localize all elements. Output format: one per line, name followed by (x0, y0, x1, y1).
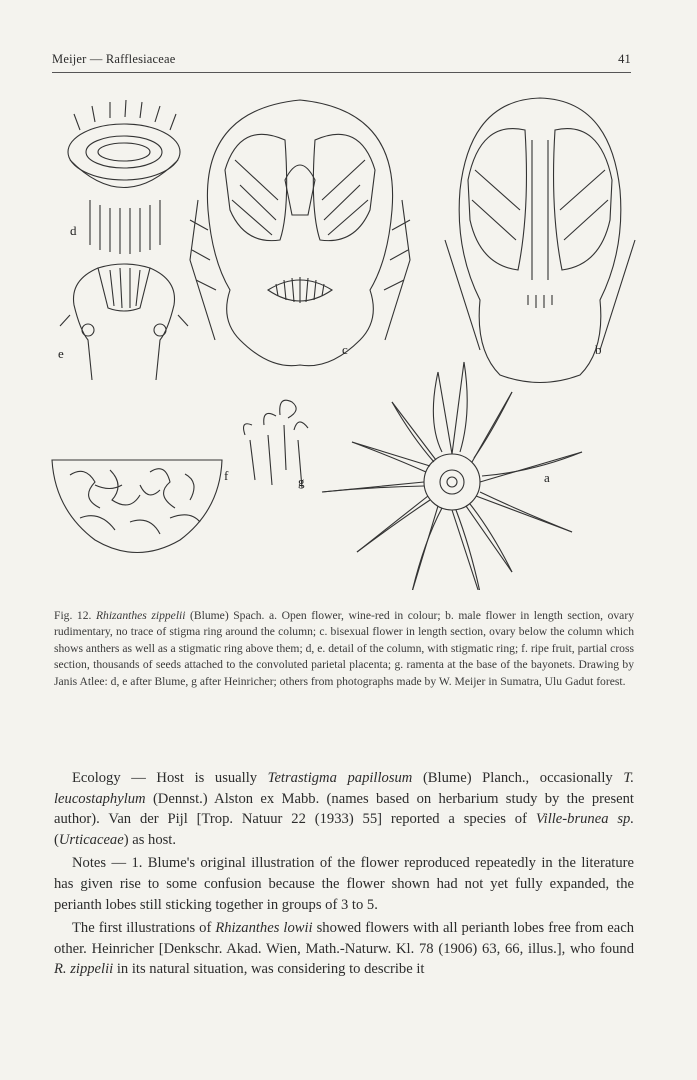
ecology-text-4: ( (54, 831, 59, 848)
label-f: f (224, 468, 229, 483)
ecology-text-5: ) as host. (123, 831, 177, 848)
drawing-c (190, 100, 410, 366)
paragraph-notes (54, 853, 634, 915)
ecology-text-2: (Blume) Planch., occasionally (412, 770, 624, 786)
page-number: 41 (618, 52, 631, 66)
botanical-figure (40, 90, 640, 590)
drawing-b (445, 98, 635, 383)
label-g: g (298, 474, 305, 489)
caption-fig-number: Fig. 12. (54, 609, 96, 622)
illus-text-1: The first illustrations of (72, 920, 216, 937)
label-b: b (595, 342, 602, 357)
caption-description: (Blume) Spach. a. Open flower, wine-red in colour; b. male flower in length section, ovary rudimentary, no trace of stigma ring around the column; c. bisexual flower in length section, ovary below the column which shows anthers as well as a stigmatic ring above them; d, e. detail of the column, with stigmatic ring; f. ripe fruit, partial cross section, thousands of seeds attached to the convoluted parietal placenta; g. ramenta at the base of the bayonets. Drawing by Janis Atlee: d, e after Blume, g after Heinricher; others from photographs made by W. Meijer in Sumatra, Ulu Gadut forest. (54, 609, 634, 688)
label-e: e (58, 346, 64, 361)
drawing-f (52, 460, 222, 553)
paragraph-illustrations (54, 918, 634, 980)
drawing-e (60, 264, 188, 380)
label-d: d (70, 223, 77, 238)
illus-text-3: in its natural situation, was considering to describe it (113, 961, 425, 978)
paragraph-ecology (54, 768, 634, 850)
body-text (54, 768, 634, 980)
running-head-title: Meijer — Rafflesiaceae (52, 52, 176, 66)
figure-caption (54, 608, 634, 690)
ecology-text-1: Ecology — Host is usually (72, 770, 268, 786)
ecology-alt-species: T. leucostaphylum (54, 770, 634, 807)
figure-illustration (40, 90, 640, 590)
drawing-a (322, 362, 582, 590)
ecology-host-species: Tetrastigma papillosum (267, 770, 413, 786)
illus-species-1: Rhizanthes lowii (215, 920, 313, 937)
ecology-genus: Ville-brunea sp. (535, 811, 634, 828)
ecology-family: Urticaceae (58, 831, 124, 848)
running-head (52, 52, 631, 73)
caption-species: Rhizanthes zippelii (95, 609, 186, 622)
label-a: a (544, 470, 550, 485)
illus-text-2: showed flowers with all perianth lobes free from each other. Heinricher [Denkschr. Akad. Wien, Math.-Naturw. Kl. 78 (1906) 63, 66, illus.], who found (54, 920, 634, 957)
drawing-d (68, 100, 180, 254)
illus-species-2: R. zippelii (54, 961, 114, 978)
notes-text: Notes — 1. Blume's original illustration of the flower reproduced repeatedly in the literature has given rise to some confusion because the flower shown had not yet fully expanded, the perianth lobes still sticking together in groups of 3 to 5. (54, 855, 634, 913)
label-c: c (342, 342, 348, 357)
ecology-text-3: (Dennst.) Alston ex Mabb. (names based on herbarium study by the present author). Van der Pijl [Trop. Natuur 22 (1933) 55] reported a species of (54, 790, 634, 828)
